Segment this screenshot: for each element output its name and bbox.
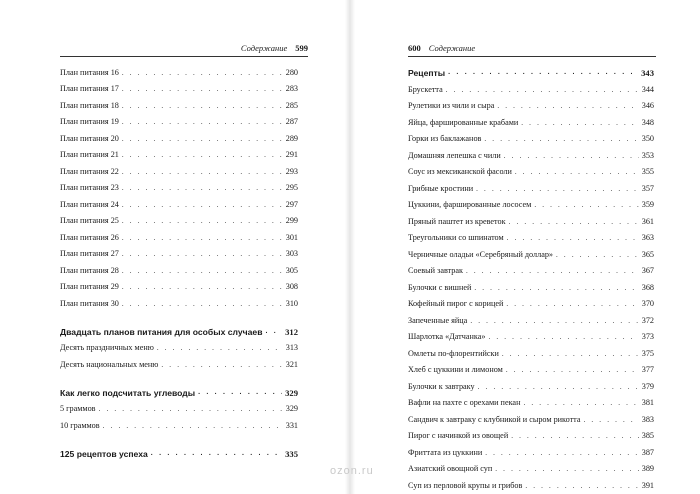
toc-entry-page: 295 — [285, 183, 298, 192]
toc-entry-title: Булочки к завтраку — [408, 381, 475, 391]
toc-dot-leader — [122, 181, 283, 195]
toc-entry-title: Булочки с вишней — [408, 282, 472, 292]
right-header-rule — [408, 56, 656, 57]
toc-entry-title: Фриттата из цуккини — [408, 447, 483, 457]
section-spacer — [60, 433, 298, 444]
toc-entry-page: 344 — [641, 84, 654, 94]
toc-entry — [60, 416, 298, 433]
toc-dot-leader — [122, 247, 283, 261]
toc-entry — [408, 196, 654, 213]
toc-entry-page: 291 — [285, 150, 298, 159]
toc-entry-page: 355 — [641, 167, 654, 176]
toc-dot-leader — [476, 182, 639, 196]
toc-entry — [60, 400, 298, 417]
toc-entry-title: Пирог с начинкой из овощей — [408, 431, 509, 440]
toc-entry-title: Соус из мексиканской фасоли — [408, 167, 512, 176]
toc-dot-leader — [470, 314, 638, 328]
toc-entry-title: Яйца, фаршированные крабами — [408, 117, 519, 127]
toc-dot-leader — [161, 358, 282, 372]
toc-entry — [60, 146, 298, 163]
toc-entry-page: 361 — [641, 216, 654, 226]
toc-entry-title: Треугольники со шпинатом — [408, 233, 504, 242]
toc-entry — [60, 113, 298, 130]
toc-entry-title: Запеченные яйца — [408, 315, 468, 325]
toc-entry-title: План питания 24 — [60, 199, 119, 209]
toc-entry-page: 343 — [641, 68, 654, 78]
toc-entry — [60, 80, 298, 97]
toc-entry-title: Домашняя лепешка с чили — [408, 150, 501, 160]
toc-entry-title: 125 рецептов успеха — [60, 448, 148, 459]
toc-dot-leader — [523, 396, 638, 410]
toc-entry-page: 280 — [285, 67, 298, 77]
toc-entry-title: Омлеты по-флорентийски — [408, 348, 499, 358]
toc-dot-leader — [485, 446, 638, 460]
toc-dot-leader — [122, 115, 283, 129]
toc-entry — [408, 179, 654, 196]
toc-entry-title: План питания 23 — [60, 183, 119, 192]
toc-entry-page: 348 — [641, 117, 654, 127]
toc-entry-page: 383 — [641, 414, 654, 424]
toc-entry — [60, 294, 298, 311]
toc-entry — [60, 339, 298, 356]
toc-entry-page: 372 — [641, 315, 654, 325]
toc-dot-leader — [122, 280, 283, 294]
toc-dot-leader — [122, 198, 283, 212]
toc-entry-title: Рецепты — [408, 68, 446, 78]
toc-entry-title: Черничные оладьи «Серебряный доллар» — [408, 249, 554, 259]
toc-entry-page: 297 — [285, 199, 298, 209]
toc-dot-leader — [448, 66, 638, 80]
toc-entry — [408, 262, 654, 279]
toc-entry-page: 363 — [641, 233, 654, 242]
toc-dot-leader — [157, 341, 283, 355]
toc-entry-title: План питания 26 — [60, 232, 119, 242]
toc-entry — [408, 427, 654, 444]
toc-dot-leader — [122, 132, 283, 146]
toc-entry-page: 321 — [285, 359, 298, 369]
toc-entry-page: 305 — [285, 265, 298, 275]
toc-section-heading — [60, 444, 298, 461]
toc-entry-title: Как легко подсчитать углеводы — [60, 387, 196, 398]
toc-entry-title: Суп из перловой крупы и грибов — [408, 480, 523, 490]
toc-entry — [408, 476, 654, 493]
toc-dot-leader — [511, 429, 639, 443]
toc-entry-page: 289 — [285, 133, 298, 143]
toc-entry — [60, 96, 298, 113]
toc-entry — [408, 229, 654, 246]
toc-dot-leader — [495, 462, 638, 476]
toc-entry — [60, 278, 298, 295]
toc-entry — [408, 443, 654, 460]
toc-dot-leader — [122, 82, 283, 96]
toc-entry — [60, 212, 298, 229]
toc-entry — [408, 212, 654, 229]
toc-entry — [408, 377, 654, 394]
toc-entry — [408, 410, 654, 427]
toc-entry — [408, 344, 654, 361]
toc-entry-page: 365 — [641, 249, 654, 259]
toc-entry-page: 385 — [641, 431, 654, 440]
toc-dot-leader — [506, 363, 639, 377]
toc-entry-title: Десять национальных меню — [60, 359, 159, 369]
toc-entry-page: 377 — [641, 365, 654, 374]
toc-entry-title: План питания 29 — [60, 282, 119, 291]
toc-entry-title: План питания 18 — [60, 100, 119, 110]
toc-entry-page: 308 — [285, 282, 298, 291]
toc-entry — [408, 80, 654, 97]
toc-entry — [60, 162, 298, 179]
toc-entry-page: 287 — [285, 117, 298, 126]
toc-section-heading — [60, 322, 298, 339]
toc-dot-leader — [466, 264, 639, 278]
toc-entry-page: 335 — [285, 448, 298, 459]
toc-entry — [408, 394, 654, 411]
toc-entry-title: План питания 30 — [60, 298, 119, 308]
toc-entry — [408, 311, 654, 328]
toc-dot-leader — [509, 215, 639, 229]
toc-dot-leader — [497, 99, 638, 113]
toc-dot-leader — [122, 66, 283, 80]
toc-entry-title: План питания 19 — [60, 117, 119, 126]
toc-dot-leader — [504, 149, 639, 163]
toc-entry — [408, 146, 654, 163]
left-running-header — [241, 43, 308, 53]
toc-entry-page: 283 — [285, 84, 298, 93]
toc-entry — [408, 278, 654, 295]
toc-entry — [60, 245, 298, 262]
toc-dot-leader — [488, 330, 638, 344]
left-header-page-number: 599 — [295, 43, 308, 53]
toc-entry — [408, 361, 654, 378]
toc-entry-title: План питания 22 — [60, 166, 119, 176]
toc-entry-page: 387 — [641, 447, 654, 457]
left-header-label: Содержание — [240, 43, 288, 53]
toc-entry-page: 346 — [641, 101, 654, 110]
toc-entry-page: 391 — [641, 480, 654, 490]
toc-entry-page: 370 — [641, 299, 654, 308]
toc-entry-page: 350 — [641, 134, 654, 143]
toc-dot-leader — [507, 231, 639, 245]
toc-entry-page: 375 — [641, 348, 654, 358]
toc-dot-leader — [198, 386, 282, 400]
toc-section-heading — [60, 383, 298, 400]
toc-dot-leader — [506, 297, 638, 311]
toc-entry — [60, 179, 298, 196]
toc-entry-page: 389 — [641, 464, 654, 473]
left-toc-list — [60, 63, 298, 461]
toc-entry-title: 5 граммов — [60, 404, 96, 413]
toc-entry-title: Вафли на пахте с орехами пекан — [408, 398, 521, 407]
section-spacer — [60, 311, 298, 322]
right-running-header — [408, 43, 475, 53]
toc-dot-leader — [584, 413, 639, 427]
toc-entry — [408, 245, 654, 262]
toc-entry-title: Грибные кростини — [408, 183, 474, 193]
toc-entry-page: 379 — [641, 381, 654, 391]
toc-entry-page: 312 — [285, 326, 298, 337]
toc-entry-page: 301 — [285, 232, 298, 242]
toc-entry-title: План питания 16 — [60, 67, 119, 77]
toc-entry-title: План питания 25 — [60, 216, 119, 225]
toc-dot-leader — [446, 83, 639, 97]
toc-entry-page: 299 — [285, 216, 298, 225]
toc-entry-page: 293 — [285, 166, 298, 176]
right-header-label: Содержание — [428, 43, 476, 53]
toc-dot-leader — [122, 297, 283, 311]
toc-entry-title: План питания 21 — [60, 150, 119, 159]
toc-dot-leader — [122, 231, 283, 245]
toc-entry-page: 329 — [285, 387, 298, 398]
toc-section-heading — [408, 63, 654, 80]
section-spacer — [60, 372, 298, 383]
toc-entry-title: Шарлотка «Датчанка» — [408, 332, 486, 341]
toc-entry — [60, 63, 298, 80]
toc-dot-leader — [122, 214, 283, 228]
toc-entry-title: Сандвич к завтраку с клубникой и сыром рикотта — [408, 414, 581, 424]
toc-dot-leader — [502, 347, 639, 361]
toc-dot-leader — [484, 132, 638, 146]
toc-entry-page: 313 — [285, 343, 298, 352]
toc-entry-page: 303 — [285, 249, 298, 258]
toc-dot-leader — [478, 380, 639, 394]
toc-entry-title: Брускетта — [408, 84, 443, 94]
toc-dot-leader — [474, 281, 638, 295]
toc-entry-title: Пряный паштет из креветок — [408, 216, 506, 226]
toc-entry-title: Кофейный пирог с корицей — [408, 299, 504, 308]
toc-entry-title: Десять праздничных меню — [60, 343, 154, 352]
toc-entry-title: План питания 17 — [60, 84, 119, 93]
toc-dot-leader — [556, 248, 639, 262]
toc-dot-leader — [99, 402, 283, 416]
toc-dot-leader — [122, 148, 283, 162]
toc-dot-leader — [515, 165, 639, 179]
toc-dot-leader — [534, 198, 638, 212]
toc-dot-leader — [122, 165, 283, 179]
toc-entry-title: Цуккини, фаршированные лососем — [408, 200, 532, 209]
toc-entry-title: Соевый завтрак — [408, 266, 463, 275]
toc-dot-leader — [103, 419, 283, 433]
toc-entry-page: 310 — [285, 298, 298, 308]
toc-entry-title: План питания 28 — [60, 265, 119, 275]
toc-entry-page: 357 — [641, 183, 654, 193]
toc-dot-leader — [122, 99, 283, 113]
toc-entry-title: 10 граммов — [60, 420, 100, 430]
toc-entry — [408, 295, 654, 312]
toc-entry-page: 367 — [641, 266, 654, 275]
toc-entry-page: 381 — [641, 398, 654, 407]
left-header-rule — [60, 56, 308, 57]
toc-entry-page: 353 — [641, 150, 654, 160]
toc-entry — [408, 460, 654, 477]
toc-entry — [60, 261, 298, 278]
toc-dot-leader — [151, 447, 282, 461]
toc-entry — [60, 228, 298, 245]
toc-entry-title: Двадцать планов питания для особых случаев — [60, 326, 263, 337]
toc-entry-title: План питания 20 — [60, 133, 119, 143]
toc-entry-page: 368 — [641, 282, 654, 292]
toc-entry-page: 331 — [285, 420, 298, 430]
toc-entry — [60, 355, 298, 372]
toc-dot-leader — [521, 116, 638, 130]
toc-entry-title: Рулетики из чили и сыра — [408, 101, 495, 110]
toc-entry-page: 329 — [285, 404, 298, 413]
toc-entry-title: План питания 27 — [60, 249, 119, 258]
toc-entry — [60, 195, 298, 212]
toc-dot-leader — [265, 325, 282, 339]
right-header-page-number: 600 — [408, 43, 421, 53]
toc-dot-leader — [122, 264, 283, 278]
toc-entry — [408, 97, 654, 114]
toc-entry — [408, 163, 654, 180]
toc-entry — [408, 113, 654, 130]
right-page — [350, 0, 700, 494]
toc-entry-page: 359 — [641, 200, 654, 209]
toc-entry — [408, 130, 654, 147]
watermark: ozon.ru — [330, 465, 374, 477]
toc-entry-title: Хлеб с цуккини и лимоном — [408, 365, 503, 374]
right-toc-list — [408, 63, 654, 493]
toc-entry-page: 285 — [285, 100, 298, 110]
toc-entry-title: Азиатский овощной суп — [408, 464, 493, 473]
toc-entry-page: 373 — [641, 332, 654, 341]
toc-dot-leader — [525, 479, 638, 493]
toc-entry-title: Горки из баклажанов — [408, 134, 482, 143]
toc-entry — [60, 129, 298, 146]
toc-entry — [408, 328, 654, 345]
